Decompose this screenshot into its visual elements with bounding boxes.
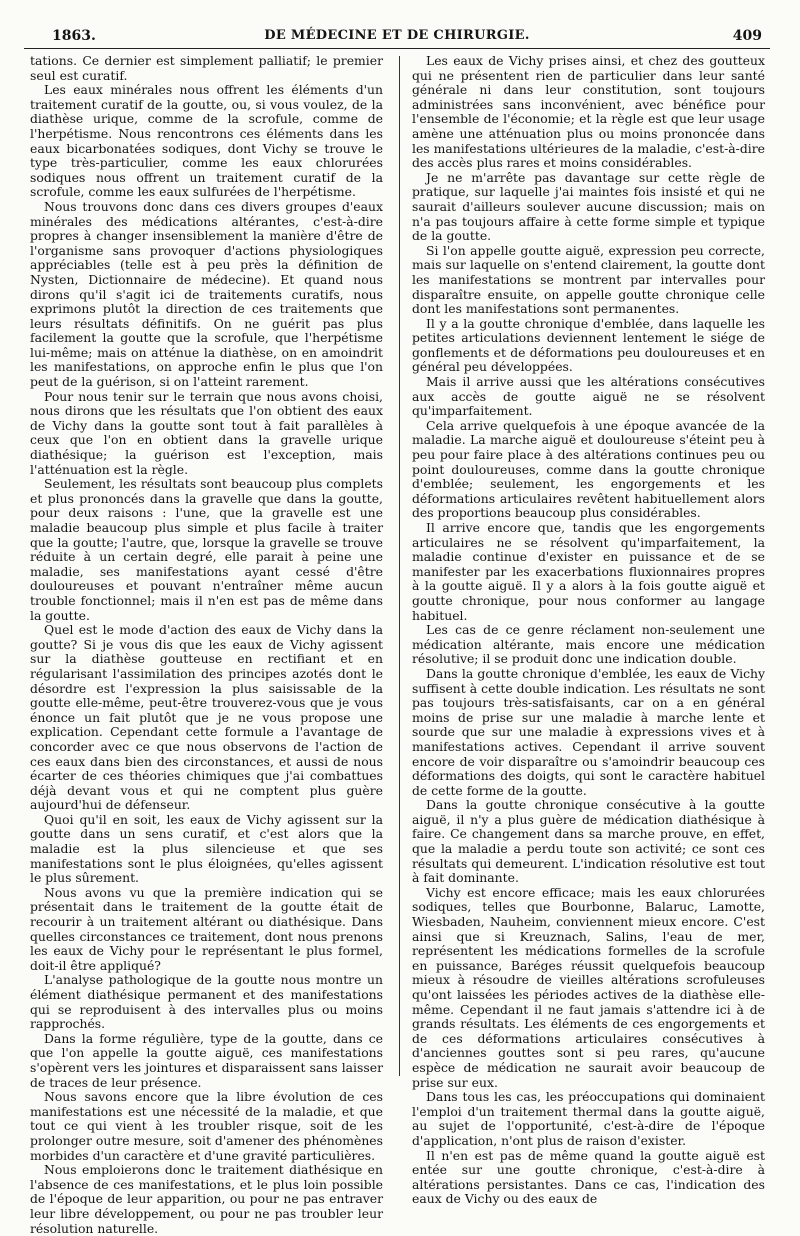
paragraph: Vichy est encore efficace; mais les eaux chlorurées sodiques, telles que Bourbonne, Balaruc, Lamotte, Wiesbaden, Nauheim, conviennent mieux encore. C'est ainsi que si Kreuznach, Salins, l'eau de mer, représentent les médications formelles de la scrofule en puissance, Baréges réussit quelquefois beaucoup mieux à résoudre de vieilles altérations scrofuleuses qu'ont laissées les périodes actives de la diathèse elle-même. Cependant il ne faut jamais s'attendre ici à de grands résultats. Les éléments de ces engorgements et de ces déformations articulaires consécutives à d'anciennes gouttes sont si peu rares, qu'aucune espèce de médication ne saurait avoir beaucoup de prise sur eux. — [412, 884, 765, 1090]
paragraph: Quel est le mode d'action des eaux de Vichy dans la goutte? Si je vous dis que les eaux de Vichy agissent sur la diathèse goutteuse en rectifiant et en régularisant l'assimilation des principes azotés dont le désordre est l'expression la plus saisissable de la goutte elle-même, peut-être trouverez-vous que je vous énonce un fait plutôt que je ne vous propose une explication. Cependant cette formule a l'avantage de concorder avec ce que nous observons de l'action de ces eaux dans bien des circonstances, et aussi de nous écarter de ces théories chimiques que j'ai combattues déjà devant vous et qui ne comptent plus guère aujourd'hui de défenseur. — [30, 622, 383, 813]
page-number: 409 — [732, 28, 762, 44]
paragraph: Dans la goutte chronique consécutive à la goutte aiguë, il n'y a plus guère de médication diathésique à faire. Ce changement dans sa marche prouve, en effet, que la maladie a perdu toute son activité; ce sont ces résultats qui demeurent. L'indication résolutive est tout à fait dominante. — [412, 797, 765, 886]
page-header — [24, 22, 770, 49]
paragraph: Les cas de ce genre réclament non-seulement une médication altérante, mais encore une médication résolutive; il se produit donc une indication double. — [412, 622, 765, 667]
paragraph: Nous savons encore que la libre évolution de ces manifestations est une nécessité de la maladie, et que tout ce qui vient à les troubler risque, soit de les prolonger outre mesure, soit d'amener des phénomènes morbides d'un caractère et d'une gravité particulières. — [30, 1089, 383, 1163]
left-column — [30, 54, 383, 1236]
paragraph: Les eaux de Vichy prises ainsi, et chez des goutteux qui ne présentent rien de particulier dans leur santé générale ni dans leur constitution, sont toujours administrées sans inconvénient, avec bénéfice pour l'ensemble de l'économie; et la règle est que leur usage amène une atténuation plus ou moins prononcée dans les manifestations ultérieures de la maladie, c'est-à-dire des accès plus rares et moins considérables. — [412, 53, 766, 171]
paragraph: Mais il arrive aussi que les altérations consécutives aux accès de goutte aiguë ne se résolvent qu'imparfaitement. — [412, 374, 765, 419]
paragraph: Dans la goutte chronique d'emblée, les eaux de Vichy suffisent à cette double indication. Les résultats ne sont pas toujours très-satisfaisants, car on a en général moins de prise sur une maladie à marche lente et sourde que sur une maladie à expressions vives et à manifestations actives. Cependant il arrive souvent encore de voir disparaître ou s'amoindrir beaucoup ces déformations des doigts, qui sont le caractère habituel de cette forme de la goutte. — [412, 665, 765, 798]
paragraph: Il y a la goutte chronique d'emblée, dans laquelle les petites articulations deviennent lentement le siége de gonflements et de déformations peu douloureuses et en général peu développées. — [412, 315, 765, 375]
paragraph: L'analyse pathologique de la goutte nous montre un élément diathésique permanent et des manifestations qui se reproduisent à des intervalles plus ou moins rapprochés. — [30, 972, 383, 1032]
paragraph: Cela arrive quelquefois à une époque avancée de la maladie. La marche aiguë et douloureuse s'éteint peu à peu pour faire place à des altérations continues peu ou point douloureuses, comme dans la goutte chronique d'emblée; seulement, les engorgements et les déformations articulaires revêtent habituellement alors des proportions beaucoup plus considérables. — [412, 417, 765, 521]
header-title: DE MÉDECINE ET DE CHIRURGIE. — [264, 28, 530, 43]
paragraph: Nous avons vu que la première indication qui se présentait dans le traitement de la goutte était de recourir à un traitement altérant ou diathésique. Dans quelles circonstances ce traitement, dont nous prenons les eaux de Vichy pour le représentant le plus formel, doit-il être appliqué? — [30, 884, 383, 973]
paragraph: Si l'on appelle goutte aiguë, expression peu correcte, mais sur laquelle on s'entend clairement, la goutte dont les manifestations se montrent par intervalles pour disparaître ensuite, on appelle goutte chronique celle dont les manifestations sont permanentes. — [412, 242, 765, 317]
paragraph: Quoi qu'il en soit, les eaux de Vichy agissent sur la goutte dans un sens curatif, et c'est alors que la maladie est la plus silencieuse et que ses manifestations sont le plus éloignées, qu'elles agissent le plus sûrement. — [30, 811, 383, 886]
paragraph: Il arrive encore que, tandis que les engorgements articulaires ne se résolvent qu'imparfaitement, la maladie continue d'exister en puissance et de se manifester par les exacerbations fluxionnaires propres à la goutte aiguë. Il y a alors à la fois goutte aiguë et goutte chronique, pour nous conformer au langage habituel. — [412, 520, 765, 623]
paragraph: Dans tous les cas, les préoccupations qui dominaient l'emploi d'un traitement thermal dans la goutte aiguë, au sujet de l'opportunité, c'est-à-dire de l'époque d'application, n'ont plus de raison d'exister. — [412, 1089, 765, 1148]
paragraph: Je ne m'arrête pas davantage sur cette règle de pratique, sur laquelle j'ai maintes fois insisté et qui ne saurait d'ailleurs soulever aucune discussion; mais on n'a pas toujours affaire à cette forme simple et typique de la goutte. — [412, 169, 765, 244]
paragraph: Nous emploierons donc le traitement diathésique en l'absence de ces manifestations, et le plus loin possible de l'époque de leur apparition, ou pour ne pas entraver leur libre développement, ou pour ne pas troubler leur résolution naturelle. — [30, 1162, 383, 1236]
paragraph: Les eaux minérales nous offrent les éléments d'un traitement curatif de la goutte, ou, si vous voulez, de la diathèse urique, comme de la scrofule, comme de l'herpétisme. Nous rencontrons ces éléments dans les eaux bicarbonatées sodiques, dont Vichy se trouve le type très-particulier, comme les eaux chlorurées sodiques nous offrent un traitement curatif de la scrofule, comme les eaux sulfurées de l'herpétisme. — [30, 82, 383, 200]
paragraph: Dans la forme régulière, type de la goutte, dans ce que l'on appelle la goutte aiguë, ces manifestations s'opèrent vers les jointures et disparaissent sans laisser de traces de leur présence. — [30, 1030, 383, 1090]
header-year: 1863. — [52, 28, 96, 44]
paragraph: Il n'en est pas de même quand la goutte aiguë est entée sur une goutte chronique, c'est-à-dire à altérations persistantes. Dans ce cas, l'indication des eaux de Vichy ou des eaux de — [412, 1147, 765, 1207]
right-column — [412, 54, 765, 1207]
paragraph: Nous trouvons donc dans ces divers groupes d'eaux minérales des médications altérantes, c'est-à-dire propres à changer insensiblement la manière d'être de l'organisme sans provoquer d'actions physiologiques appréciables (telle est à peu près la définition de Nysten, Dictionnaire de médecine). Et quand nous dirons qu'il s'agit ici de traitements curatifs, nous exprimons plutôt la direction de ces traitements que leurs résultats définitifs. On ne guérit pas plus facilement la goutte que la scrofule, que l'herpétisme lui-même; mais on atténue la diathèse, on en amoindrit les manifestations, on approche enfin le plus que l'on peut de la guérison, si on l'atteint rarement. — [30, 198, 383, 390]
column-divider — [399, 56, 400, 1076]
paragraph: Pour nous tenir sur le terrain que nous avons choisi, nous dirons que les résultats que l'on obtient des eaux de Vichy dans la goutte sont tout à fait parallèles à ceux que l'on en obtient dans la gravelle urique diathésique; la guérison est l'exception, mais l'atténuation est la règle. — [30, 388, 383, 477]
paragraph: tations. Ce dernier est simplement palliatif; le premier seul est curatif. — [30, 53, 383, 83]
paragraph: Seulement, les résultats sont beaucoup plus complets et plus prononcés dans la gravelle que dans la goutte, pour deux raisons : l'une, que la gravelle est une maladie beaucoup plus simple et plus facile à traiter que la goutte; l'autre, que, lorsque la gravelle se trouve réduite à un certain degré, elle parait à peine une maladie, ses manifestations ayant cessé d'être douloureuses et pouvant n'entraîner même aucun trouble fonctionnel; mais il n'en est pas de même dans la goutte. — [30, 476, 383, 623]
